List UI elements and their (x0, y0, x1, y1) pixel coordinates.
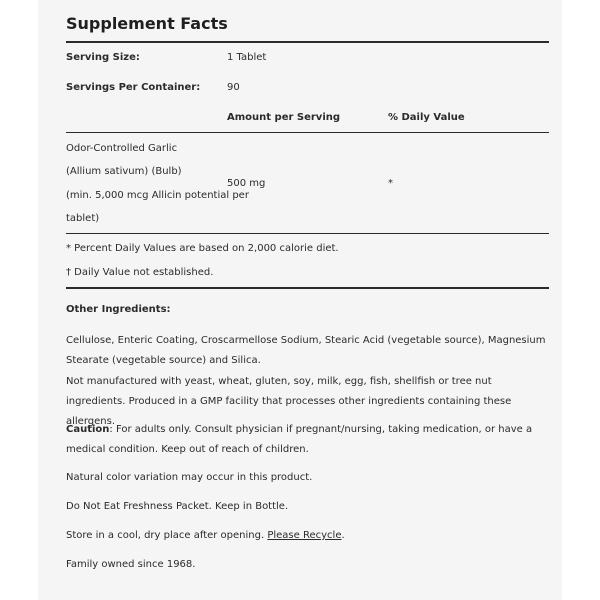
amount-per-serving-header: Amount per Serving (227, 112, 341, 123)
section-divider (66, 287, 549, 289)
allergen-statement: Not manufactured with yeast, wheat, gluten, soy, milk, egg, fish, shellfish or tree nut ingredients. Produced in a GMP facility that processes other ingredients containing these allergens. (66, 376, 512, 427)
serving-size-value: 1 Tablet (227, 52, 267, 63)
servings-per-container-label: Servings Per Container: (66, 82, 201, 93)
header-divider (66, 132, 549, 133)
ingredient-amount: 500 mg (227, 178, 266, 189)
ingredient-name-line: tablet) (66, 213, 100, 224)
storage-note (66, 526, 550, 546)
other-ingredients-text: Cellulose, Enteric Coating, Croscarmellose Sodium, Stearic Acid (vegetable source), Magnesium Stearate (vegetable source) and Silica. (66, 335, 546, 366)
ingredient-divider (66, 233, 549, 234)
caution-statement (66, 420, 550, 460)
color-variation-note: Natural color variation may occur in this product. (66, 472, 313, 483)
storage-period: . (341, 530, 345, 541)
storage-text: Store in a cool, dry place after opening. (66, 530, 268, 541)
freshness-note: Do Not Eat Freshness Packet. Keep in Bottle. (66, 501, 289, 512)
daily-value-header: % Daily Value (388, 112, 465, 123)
ingredient-daily-value: * (388, 178, 393, 189)
serving-size-label: Serving Size: (66, 52, 140, 63)
other-ingredients-heading: Other Ingredients: (66, 304, 171, 315)
ingredient-name-line: (min. 5,000 mcg Allicin potential per (66, 190, 249, 201)
caution-text: : For adults only. Consult physician if pregnant/nursing, taking medication, or have a medical condition. Keep out of reach of children. (66, 424, 533, 455)
ingredient-name-line: Odor-Controlled Garlic (66, 143, 178, 154)
servings-per-container-value: 90 (227, 82, 240, 93)
family-owned-note: Family owned since 1968. (66, 559, 196, 570)
ingredient-name-line: (Allium sativum) (Bulb) (66, 166, 182, 177)
footnote-daily-value: * Percent Daily Values are based on 2,000 calorie diet. (66, 243, 339, 254)
footnote-not-established: † Daily Value not established. (66, 267, 214, 278)
title-divider (66, 41, 549, 43)
panel-title: Supplement Facts (66, 14, 228, 33)
please-recycle-link[interactable]: Please Recycle (267, 530, 342, 541)
caution-label: Caution (66, 424, 110, 435)
